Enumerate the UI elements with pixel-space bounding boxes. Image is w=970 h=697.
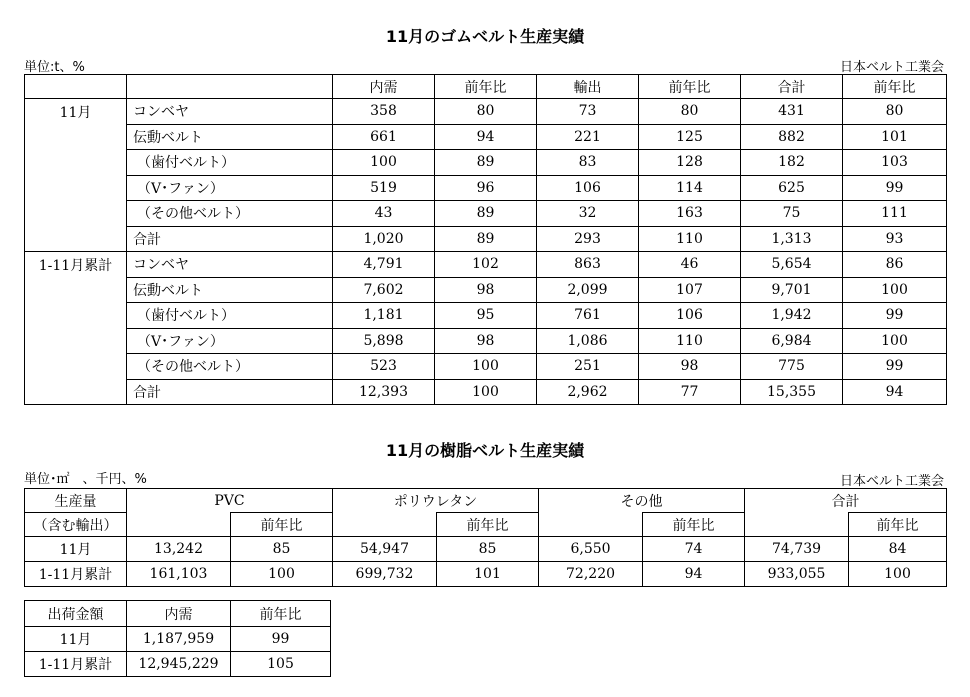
- value-cell: 83: [537, 150, 639, 176]
- table-subheader-row: [25, 513, 947, 537]
- item-cell: コンベヤ: [127, 99, 333, 125]
- value-cell: 85: [437, 537, 539, 562]
- table-row: [25, 537, 947, 562]
- header-cell: 前年比: [843, 75, 947, 99]
- table-row: [25, 175, 947, 201]
- item-cell: 合計: [127, 379, 333, 405]
- value-cell: 100: [333, 150, 435, 176]
- value-cell: 1,086: [537, 328, 639, 354]
- blank-cell: [745, 513, 849, 537]
- header-cell: 内需: [333, 75, 435, 99]
- item-cell: （V･ファン）: [127, 175, 333, 201]
- value-cell: 625: [741, 175, 843, 201]
- value-cell: 863: [537, 252, 639, 278]
- value-cell: 2,962: [537, 379, 639, 405]
- value-cell: 100: [435, 379, 537, 405]
- table-row: [25, 252, 947, 278]
- value-cell: 84: [849, 537, 947, 562]
- value-cell: 15,355: [741, 379, 843, 405]
- value-cell: 100: [231, 562, 333, 587]
- value-cell: 54,947: [333, 537, 437, 562]
- category-polyurethane: ポリウレタン: [333, 489, 539, 513]
- value-cell: 1,313: [741, 226, 843, 252]
- value-cell: 46: [639, 252, 741, 278]
- value-cell: 99: [231, 627, 331, 652]
- value-cell: 12,945,229: [127, 652, 231, 677]
- period-cell: 11月: [25, 537, 127, 562]
- header-cell: 出荷金額: [25, 601, 127, 627]
- table-row: [25, 150, 947, 176]
- value-cell: 86: [843, 252, 947, 278]
- value-cell: 161,103: [127, 562, 231, 587]
- value-cell: 96: [435, 175, 537, 201]
- value-cell: 75: [741, 201, 843, 227]
- value-cell: 95: [435, 303, 537, 329]
- value-cell: 6,984: [741, 328, 843, 354]
- value-cell: 103: [843, 150, 947, 176]
- value-cell: 523: [333, 354, 435, 380]
- value-cell: 882: [741, 124, 843, 150]
- value-cell: 102: [435, 252, 537, 278]
- value-cell: 5,654: [741, 252, 843, 278]
- value-cell: 933,055: [745, 562, 849, 587]
- value-cell: 94: [435, 124, 537, 150]
- value-cell: 98: [435, 328, 537, 354]
- value-cell: 163: [639, 201, 741, 227]
- value-cell: 221: [537, 124, 639, 150]
- category-other: その他: [539, 489, 745, 513]
- value-cell: 2,099: [537, 277, 639, 303]
- item-cell: （その他ベルト）: [127, 201, 333, 227]
- value-cell: 73: [537, 99, 639, 125]
- value-cell: 99: [843, 175, 947, 201]
- rubber-source: 日本ベルト工業会: [839, 60, 944, 75]
- item-cell: 伝動ベルト: [127, 124, 333, 150]
- value-cell: 251: [537, 354, 639, 380]
- value-cell: 98: [435, 277, 537, 303]
- value-cell: 32: [537, 201, 639, 227]
- value-cell: 85: [231, 537, 333, 562]
- item-cell: 伝動ベルト: [127, 277, 333, 303]
- table-row: [25, 124, 947, 150]
- value-cell: 293: [537, 226, 639, 252]
- value-cell: 89: [435, 150, 537, 176]
- value-cell: 100: [435, 354, 537, 380]
- period-cell: 1-11月累計: [25, 252, 127, 405]
- value-cell: 94: [643, 562, 745, 587]
- value-cell: 80: [639, 99, 741, 125]
- table-row: [25, 652, 331, 677]
- table-row: [25, 201, 947, 227]
- header-cell: 輸出: [537, 75, 639, 99]
- value-cell: 661: [333, 124, 435, 150]
- value-cell: 775: [741, 354, 843, 380]
- category-total: 合計: [745, 489, 947, 513]
- yoy-header: 前年比: [437, 513, 539, 537]
- yoy-header: 前年比: [849, 513, 947, 537]
- table-header-row: [25, 75, 947, 99]
- value-cell: 13,242: [127, 537, 231, 562]
- header-cell: 前年比: [639, 75, 741, 99]
- value-cell: 519: [333, 175, 435, 201]
- value-cell: 4,791: [333, 252, 435, 278]
- value-cell: 100: [849, 562, 947, 587]
- rubber-title: 11月のゴムベルト生産実績: [385, 27, 585, 46]
- shipment-value-table: [24, 600, 331, 677]
- value-cell: 72,220: [539, 562, 643, 587]
- category-pvc: PVC: [127, 489, 333, 513]
- value-cell: 93: [843, 226, 947, 252]
- table-row: [25, 303, 947, 329]
- value-cell: 100: [843, 277, 947, 303]
- value-cell: 1,942: [741, 303, 843, 329]
- value-cell: 182: [741, 150, 843, 176]
- value-cell: 9,701: [741, 277, 843, 303]
- production-volume-header: 生産量: [25, 489, 127, 513]
- period-cell: 1-11月累計: [25, 562, 127, 587]
- value-cell: 125: [639, 124, 741, 150]
- header-cell: 前年比: [231, 601, 331, 627]
- value-cell: 7,602: [333, 277, 435, 303]
- resin-belt-table: [24, 488, 947, 587]
- value-cell: 107: [639, 277, 741, 303]
- table-row: [25, 379, 947, 405]
- rubber-belt-table: [24, 74, 947, 405]
- value-cell: 110: [639, 328, 741, 354]
- value-cell: 100: [843, 328, 947, 354]
- period-cell: 11月: [25, 99, 127, 252]
- value-cell: 98: [639, 354, 741, 380]
- value-cell: 128: [639, 150, 741, 176]
- value-cell: 699,732: [333, 562, 437, 587]
- blank-cell: [539, 513, 643, 537]
- resin-unit: 単位･㎡ 、千円、%: [24, 472, 147, 487]
- value-cell: 89: [435, 226, 537, 252]
- resin-title: 11月の樹脂ベルト生産実績: [385, 441, 585, 460]
- resin-source: 日本ベルト工業会: [839, 474, 944, 489]
- value-cell: 106: [537, 175, 639, 201]
- header-cell: 内需: [127, 601, 231, 627]
- including-exports-header: （含む輸出）: [25, 513, 127, 537]
- table-header-row: [25, 489, 947, 513]
- value-cell: 110: [639, 226, 741, 252]
- value-cell: 358: [333, 99, 435, 125]
- value-cell: 761: [537, 303, 639, 329]
- value-cell: 6,550: [539, 537, 643, 562]
- value-cell: 106: [639, 303, 741, 329]
- value-cell: 101: [437, 562, 539, 587]
- header-cell: [127, 75, 333, 99]
- value-cell: 1,181: [333, 303, 435, 329]
- value-cell: 101: [843, 124, 947, 150]
- item-cell: （V･ファン）: [127, 328, 333, 354]
- table-row: [25, 226, 947, 252]
- item-cell: 合計: [127, 226, 333, 252]
- value-cell: 99: [843, 354, 947, 380]
- period-cell: 1-11月累計: [25, 652, 127, 677]
- value-cell: 431: [741, 99, 843, 125]
- table-row: [25, 627, 331, 652]
- blank-cell: [333, 513, 437, 537]
- value-cell: 1,020: [333, 226, 435, 252]
- value-cell: 111: [843, 201, 947, 227]
- table-header-row: [25, 601, 331, 627]
- value-cell: 74,739: [745, 537, 849, 562]
- value-cell: 74: [643, 537, 745, 562]
- value-cell: 80: [435, 99, 537, 125]
- value-cell: 77: [639, 379, 741, 405]
- header-cell: 合計: [741, 75, 843, 99]
- value-cell: 99: [843, 303, 947, 329]
- rubber-unit: 単位:t、%: [24, 60, 85, 75]
- header-cell: [25, 75, 127, 99]
- item-cell: （歯付ベルト）: [127, 150, 333, 176]
- table-row: [25, 277, 947, 303]
- value-cell: 1,187,959: [127, 627, 231, 652]
- period-cell: 11月: [25, 627, 127, 652]
- header-cell: 前年比: [435, 75, 537, 99]
- value-cell: 94: [843, 379, 947, 405]
- table-row: [25, 99, 947, 125]
- table-row: [25, 562, 947, 587]
- item-cell: コンベヤ: [127, 252, 333, 278]
- value-cell: 43: [333, 201, 435, 227]
- value-cell: 114: [639, 175, 741, 201]
- value-cell: 105: [231, 652, 331, 677]
- value-cell: 89: [435, 201, 537, 227]
- yoy-header: 前年比: [643, 513, 745, 537]
- value-cell: 5,898: [333, 328, 435, 354]
- table-row: [25, 328, 947, 354]
- table-row: [25, 354, 947, 380]
- item-cell: （歯付ベルト）: [127, 303, 333, 329]
- item-cell: （その他ベルト）: [127, 354, 333, 380]
- value-cell: 12,393: [333, 379, 435, 405]
- yoy-header: 前年比: [231, 513, 333, 537]
- blank-cell: [127, 513, 231, 537]
- value-cell: 80: [843, 99, 947, 125]
